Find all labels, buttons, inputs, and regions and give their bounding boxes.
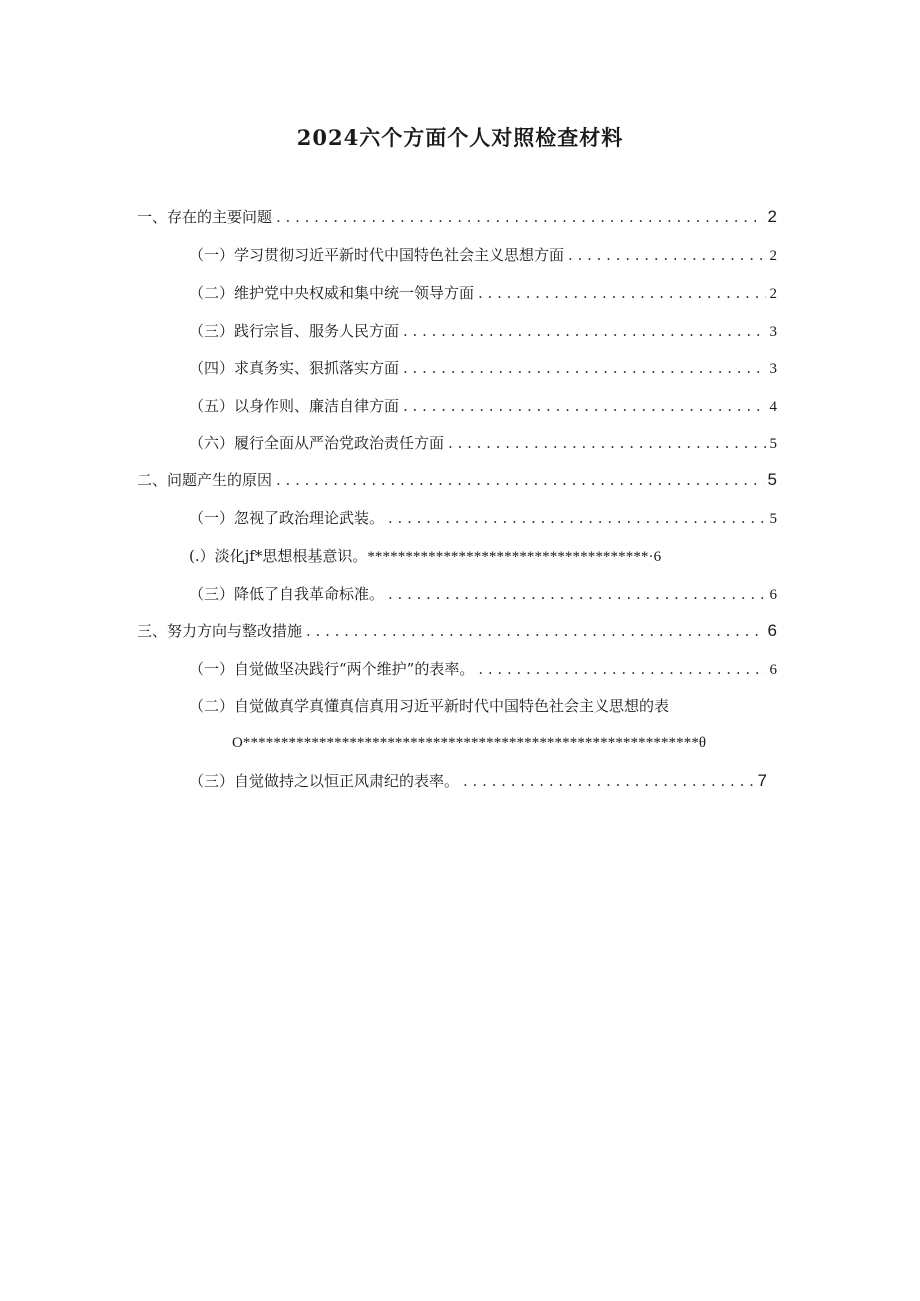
toc-page-number: 2: [769, 248, 777, 264]
toc-entry-label: （二）自觉做真学真懂真信真用习近平新时代中国特色社会主义思想的表: [189, 697, 670, 715]
toc-page-number: 7: [757, 771, 767, 790]
toc-entry-section-1-5[interactable]: [189, 395, 777, 417]
toc-dot-leader: [448, 432, 765, 454]
toc-entry-label: （三）自觉做持之以恒正风肃纪的表率。: [189, 772, 460, 790]
toc-dot-leader: [388, 507, 765, 529]
toc-star-leader: *************************************·6: [367, 549, 662, 565]
toc-dot-leader: [478, 658, 765, 680]
toc-dot-leader: [276, 206, 764, 228]
toc-page-number: 3: [769, 361, 777, 377]
toc-dot-leader: [568, 244, 765, 266]
toc-page-number: 3: [769, 324, 777, 340]
toc-entry-section-1-3[interactable]: [189, 320, 777, 342]
toc-entry-label: （四）求真务实、狠抓落实方面: [189, 359, 400, 377]
toc-entry-section-3-2[interactable]: [189, 695, 669, 717]
toc-entry-section-2-3[interactable]: [189, 583, 777, 605]
toc-entry-section-3-3[interactable]: [189, 770, 767, 792]
toc-entry-label: （五）以身作则、廉洁自律方面: [189, 397, 400, 415]
toc-page-number: 4: [769, 399, 777, 415]
toc-entry-section-3-1[interactable]: [189, 658, 777, 680]
toc-entry-label: （二）维护党中央权威和集中统一领导方面: [189, 284, 475, 302]
toc-dot-leader: [463, 770, 754, 792]
toc-page-number: 5: [769, 436, 777, 452]
toc-entry-label: （三）降低了自我革命标准。: [189, 585, 385, 603]
toc-entry-label: 二、问题产生的原因: [137, 471, 273, 489]
toc-page-number: 2: [769, 286, 777, 302]
toc-page-number: 6: [767, 621, 777, 640]
toc-page-number: 5: [769, 511, 777, 527]
toc-entry-section-1-2[interactable]: [189, 282, 777, 304]
toc-entry-section-1-4[interactable]: [189, 357, 777, 379]
toc-page-number: 2: [767, 207, 777, 226]
toc-dot-leader: [403, 320, 765, 342]
toc-dot-leader: [403, 395, 765, 417]
toc-entry-label: 三、努力方向与整改措施: [137, 622, 303, 640]
toc-page-number: 6: [769, 662, 777, 678]
toc-entry-section-1-1[interactable]: [189, 244, 777, 266]
document-title: 2024六个方面个人对照检查材料: [296, 125, 624, 150]
toc-dot-leader: [403, 357, 765, 379]
toc-entry-section-2-2[interactable]: [189, 545, 777, 567]
toc-entry-label: （一）学习贯彻习近平新时代中国特色社会主义思想方面: [189, 246, 565, 264]
toc-dot-leader: [388, 583, 765, 605]
toc-star-leader: O************************************************************θ: [232, 735, 707, 751]
toc-entry-label: （六）履行全面从严治党政治责任方面: [189, 434, 445, 452]
toc-entry-label: (.）淡化jf*思想根基意识。: [189, 547, 368, 565]
toc-entry-label: （三）践行宗旨、服务人民方面: [189, 322, 400, 340]
toc-entry-label: （一）自觉做坚决践行“两个维护”的表率。: [189, 660, 475, 678]
toc-entry-section-2-1[interactable]: [189, 507, 777, 529]
toc-entry-label: （一）忽视了政治理论武装。: [189, 509, 385, 527]
toc-dot-leader: [276, 469, 764, 491]
toc-entry-section-1-6[interactable]: [189, 432, 777, 454]
toc-page-number: 5: [767, 470, 777, 489]
toc-entry-section-1[interactable]: [137, 206, 777, 228]
toc-entry-section-3[interactable]: [137, 620, 777, 642]
toc-entry-section-3-2-continuation: [232, 732, 706, 754]
toc-entry-label: 一、存在的主要问题: [137, 208, 273, 226]
toc-dot-leader: [478, 282, 765, 304]
toc-page-number: 6: [769, 587, 777, 603]
toc-dot-leader: [306, 620, 764, 642]
toc-entry-section-2[interactable]: [137, 469, 777, 491]
